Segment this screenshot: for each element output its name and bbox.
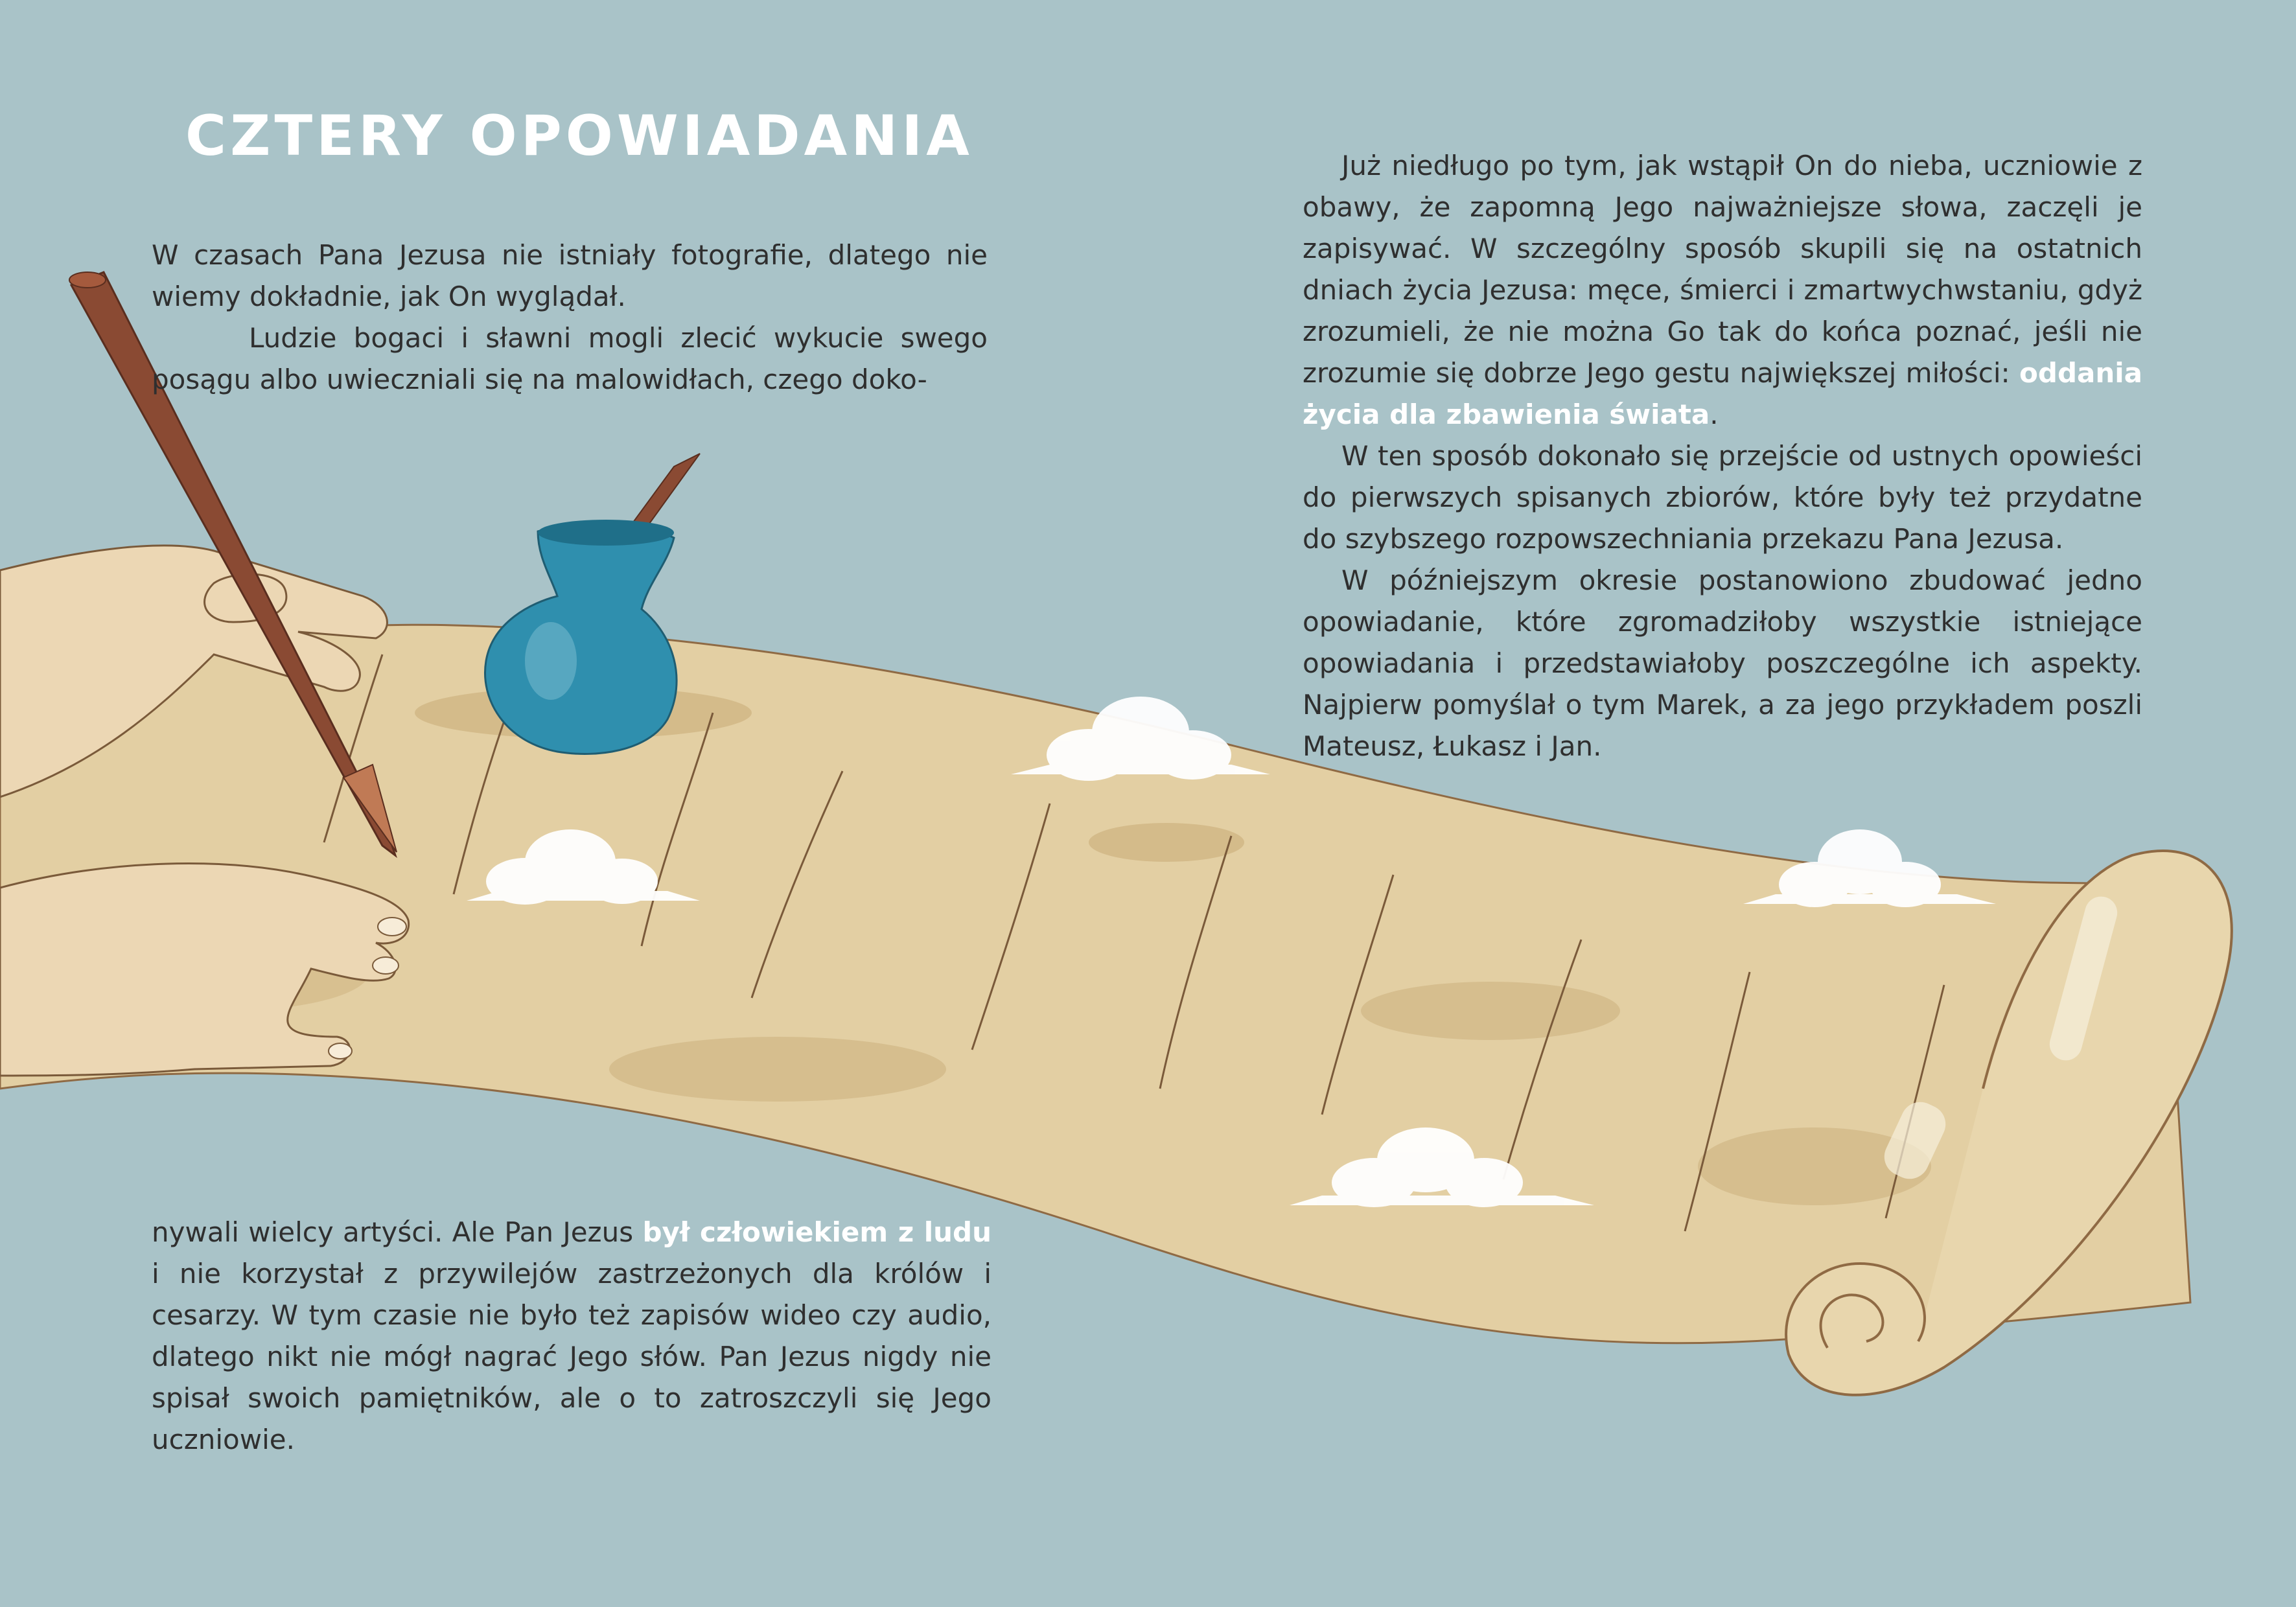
text-run: Już niedługo po tym, jak wstąpił On do nieba, uczniowie z obawy, że zapomną Jego najważniejsze słowa, zaczęli je zapisywać. W szczególny sposób skupili się na ostatnich dniach życia Jezusa: męce, śmierci i zmartwychwstaniu, gdyż zrozumieli, że nie można Go tak do końca poznać, jeśli nie zrozumie się dobrze Jego gestu największej miłości:: [1303, 150, 2142, 389]
parchment-stain: [609, 1037, 946, 1102]
ink-pot-icon: [485, 454, 700, 754]
right-paragraph: [1303, 145, 2142, 435]
right-paragraph: W późniejszym okresie postanowiono zbudować jedno opowiadanie, które zgromadziłoby wszystkie istniejące opowiadania i przedstawiałoby poszczególne ich aspekty. Najpierw pomyślał o tym Marek, a za jego przykładem poszli Mateusz, Łukasz i Jan.: [1303, 564, 2142, 762]
intro-paragraph: W czasach Pana Jezusa nie istniały fotografie, dlatego nie wiemy dokładnie, jak On wyglądał.: [152, 239, 988, 312]
intro-text-block: [152, 235, 988, 400]
lower-hand: [0, 864, 409, 1076]
highlighted-phrase: oddania życia dla zbawienia świata: [1303, 357, 2142, 430]
parchment-stain: [1089, 823, 1244, 862]
parchment-stain: [1361, 982, 1620, 1040]
page-title: CZTERY OPOWIADANIA: [185, 104, 973, 168]
text-run: i nie korzystał z przywilejów zastrzeżonych dla królów i cesarzy. W tym czasie nie było też zapisów wideo czy audio, dlatego nikt nie mógł nagrać Jego słów. Pan Jezus nigdy nie spisał swoich pamiętników, ale o to zatroszczyli się Jego uczniowie.: [152, 1258, 991, 1455]
highlighted-phrase: był człowiekiem z ludu: [642, 1216, 991, 1248]
text-run: .: [1710, 399, 1719, 430]
intro-paragraph: Ludzie bogaci i sławni mogli zlecić wykucie swego posągu albo uwieczniali się na malowidłach, czego doko-: [152, 322, 988, 395]
right-paragraph: W ten sposób dokonało się przejście od ustnych opowieści do pierwszych spisanych zbiorów, które były też przydatne do szybszego rozpowszechniania przekazu Pana Jezusa.: [1303, 440, 2142, 555]
text-run: nywali wielcy artyści. Ale Pan Jezus: [152, 1216, 643, 1248]
continuation-text-block: [152, 1212, 991, 1461]
right-text-block: [1303, 145, 2142, 767]
continuation-paragraph: [152, 1212, 991, 1461]
